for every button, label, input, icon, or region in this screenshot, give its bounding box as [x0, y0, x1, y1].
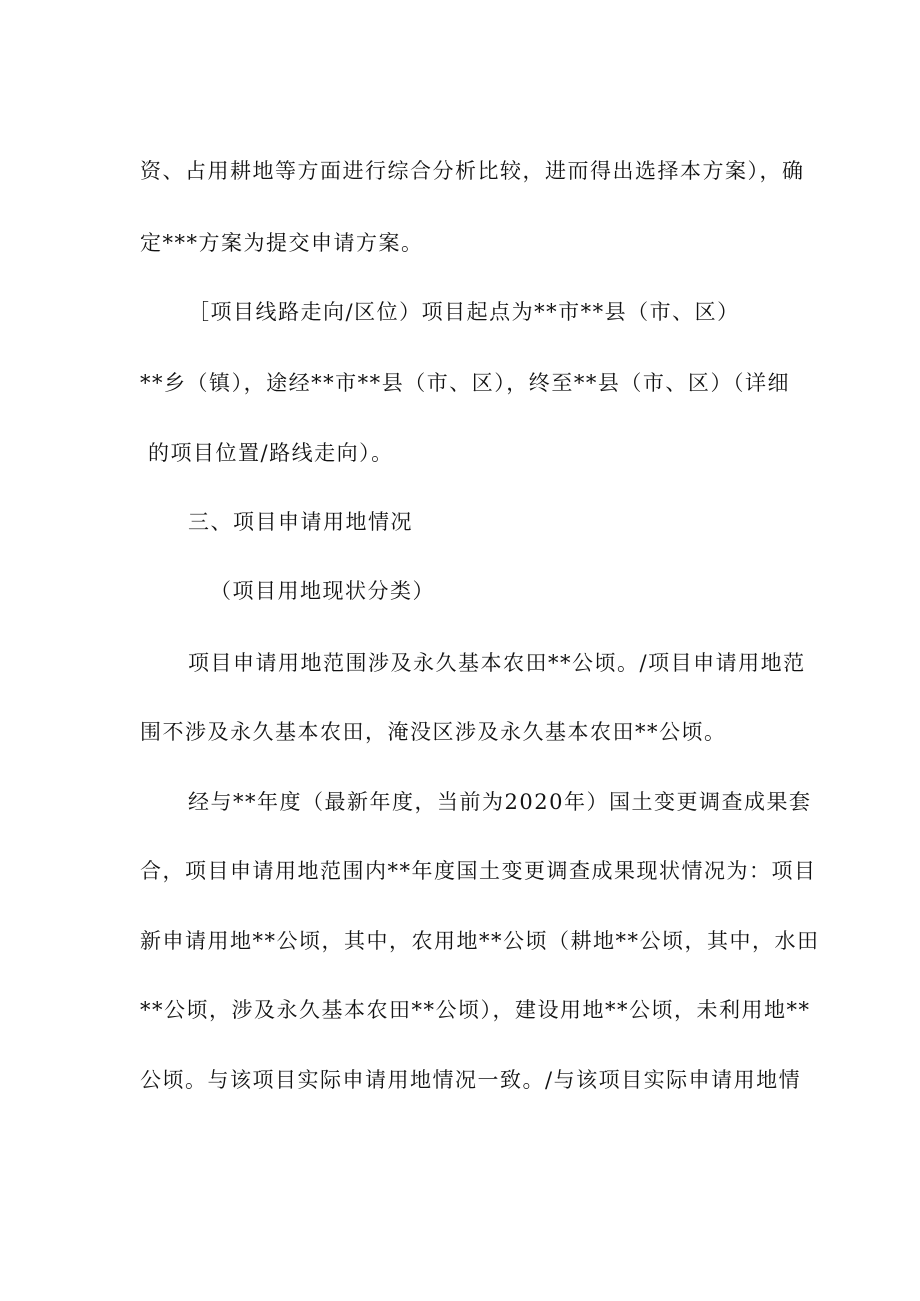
paragraph-line-12: 新申请用地**公顷，其中，农用地**公顷（耕地**公顷，其中，水田 — [140, 929, 820, 953]
paragraph-line-4: **乡（镇），途经**市**县（市、区），终至**县（市、区）（详细 — [140, 371, 790, 395]
section-heading: 三、项目申请用地情况 — [188, 510, 413, 534]
paragraph-line-14: 公顷。与该项目实际申请用地情况一致。/与该项目实际申请用地情 — [140, 1068, 802, 1092]
paragraph-line-11: 合，项目申请用地范围内**年度国土变更调查成果现状情况为：项目 — [140, 859, 817, 883]
paragraph-line-8: 项目申请用地范围涉及永久基本农田**公顷。/项目申请用地范 — [188, 651, 806, 675]
paragraph-line-1: 资、占用耕地等方面进行综合分析比较，进而得出选择本方案），确 — [140, 159, 805, 183]
paragraph-line-2: 定***方案为提交申请方案。 — [140, 231, 424, 255]
paragraph-line-10: 经与**年度（最新年度，当前为2020年）国土变更调查成果套 — [188, 790, 812, 814]
paragraph-line-5: 的项目位置/路线走向）。 — [148, 441, 394, 465]
subsection-heading: （项目用地现状分类） — [210, 579, 435, 603]
paragraph-line-13: **公顷，涉及永久基本农田**公顷），建设用地**公顷，未利用地** — [140, 998, 811, 1022]
paragraph-line-9: 围不涉及永久基本农田，淹没区涉及永久基本农田**公顷。 — [140, 720, 727, 744]
paragraph-line-3: ［项目线路走向/区位）项目起点为**市**县（市、区） — [188, 300, 740, 324]
